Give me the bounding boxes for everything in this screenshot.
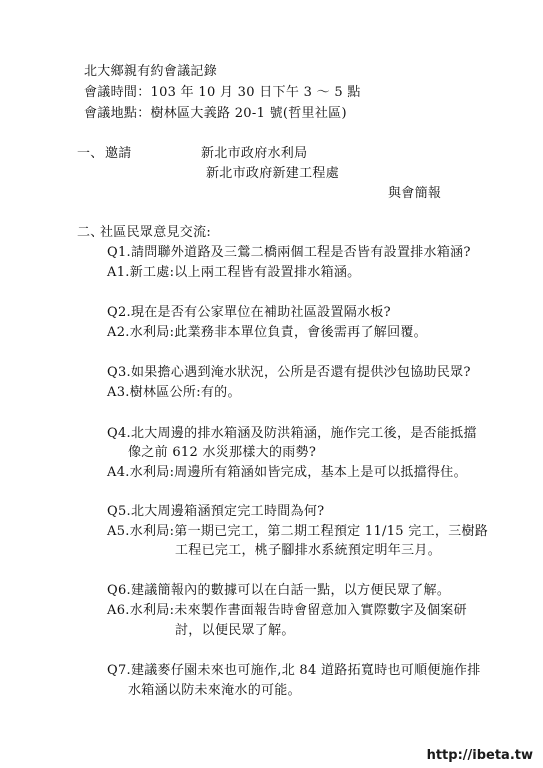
answer-3: A3.樹林區公所:有的。 <box>107 385 241 400</box>
question-4-continued: 像之前 612 水災那樣大的雨勢? <box>128 445 317 460</box>
answer-2: A2.水利局:此業務非本單位負責，會後需再了解回覆。 <box>107 325 427 340</box>
section1-label: 邀請 <box>105 146 132 161</box>
question-1: Q1.請問聯外道路及三鶯二橋兩個工程是否皆有設置排水箱涵? <box>107 245 471 260</box>
site-watermark: http://ibeta.tw <box>423 747 537 764</box>
answer-5-continued: 工程已完工，桃子腳排水系統預定明年三月。 <box>175 543 442 558</box>
answer-6: A6.水利局:未來製作書面報告時會留意加入實際數字及個案研 <box>107 603 467 618</box>
question-5: Q5.北大周邊箱涵預定完工時間為何? <box>107 504 325 519</box>
meeting-time: 會議時間：103 年 10 月 30 日下午 3 ～ 5 點 <box>84 85 361 100</box>
question-7-continued: 水箱涵以防未來淹水的可能。 <box>128 683 301 698</box>
question-7: Q7.建議麥仔園未來也可施作,北 84 道路拓寬時也可順便施作排 <box>107 663 481 678</box>
invited-org-2: 新北市政府新建工程處 <box>206 166 340 181</box>
section1-number: 一、 <box>77 146 104 161</box>
question-2: Q2.現在是否有公家單位在補助社區設置隔水板? <box>107 305 391 320</box>
answer-6-continued: 討，以便民眾了解。 <box>175 623 295 638</box>
invited-org-1: 新北市政府水利局 <box>201 146 308 161</box>
answer-1: A1.新工處:以上兩工程皆有設置排水箱涵。 <box>107 265 361 280</box>
answer-4: A4.水利局:周邊所有箱涵如皆完成，基本上是可以抵擋得住。 <box>107 465 467 480</box>
question-3: Q3.如果擔心遇到淹水狀況，公所是否還有提供沙包協助民眾? <box>107 365 471 380</box>
question-6: Q6.建議簡報內的數據可以在白話一點，以方便民眾了解。 <box>107 583 451 598</box>
question-4: Q4.北大周邊的排水箱涵及防洪箱涵，施作完工後，是否能抵擋 <box>107 426 477 441</box>
section2-title: 社區民眾意見交流: <box>100 225 212 240</box>
briefing-note: 與會簡報 <box>388 186 442 201</box>
section2-number: 二、 <box>77 225 104 240</box>
answer-5: A5.水利局:第一期已完工，第二期工程預定 11/15 完工，三樹路 <box>107 524 489 539</box>
meeting-title: 北大鄉親有約會議記錄 <box>84 64 218 79</box>
meeting-place: 會議地點：樹林區大義路 20-1 號(哲里社區) <box>84 106 347 121</box>
